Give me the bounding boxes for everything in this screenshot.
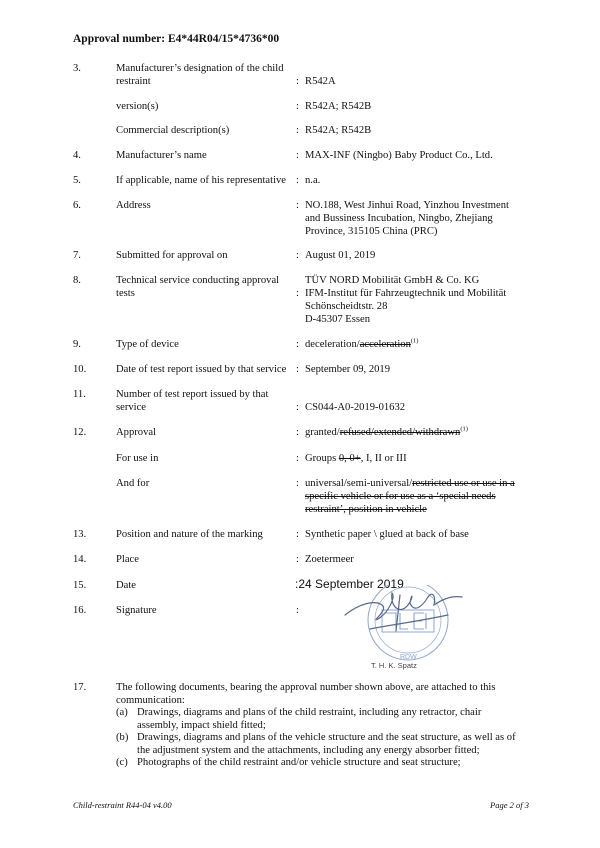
field-label: Type of device xyxy=(116,339,179,350)
date-value: :24 September 2019 xyxy=(295,577,404,591)
field-label: And for xyxy=(116,478,150,489)
item-number: 9. xyxy=(73,339,81,350)
paragraph-text: The following documents, bearing the approval number shown above, are attached to this communication: xyxy=(116,682,496,706)
value-text: Groups xyxy=(305,453,339,464)
field-value: Province, 315105 China (PRC) xyxy=(305,226,438,237)
field-value: IFM-Institut für Fahrzeugtechnik und Mobilität xyxy=(305,288,507,299)
field-label: service xyxy=(116,402,146,413)
footer-left: Child-restraint R44-04 v4.00 xyxy=(73,800,172,810)
field-value xyxy=(305,427,468,440)
field-value: D-45307 Essen xyxy=(305,314,371,325)
field-label: Approval xyxy=(116,427,157,438)
list-item: Drawings, diagrams and plans of the vehicle structure and the seat structure, as well as of the adjustment system and the attachments, including any energy absorber fitted; xyxy=(137,732,516,756)
item-number: 12. xyxy=(73,427,87,438)
struck-text: acceleration xyxy=(359,339,411,350)
field-value: TÜV NORD Mobilität GmbH & Co. KG xyxy=(305,275,480,286)
value-text: deceleration/ xyxy=(305,339,360,350)
field-value: R542A xyxy=(305,76,336,87)
field-value: R542A; R542B xyxy=(305,101,372,112)
item-number: 15. xyxy=(73,580,87,591)
separator-colon: : xyxy=(296,453,299,464)
field-label: Date of test report issued by that service xyxy=(116,364,287,375)
field-label: For use in xyxy=(116,453,159,464)
separator-colon: : xyxy=(296,175,299,186)
field-value: August 01, 2019 xyxy=(305,250,376,261)
footnote-marker: (1) xyxy=(410,337,419,345)
field-value: n.a. xyxy=(305,175,321,186)
value-text: , I, II or III xyxy=(360,453,407,464)
footnote-marker: (1) xyxy=(460,425,468,433)
struck-text: refused/extended/withdrawn xyxy=(339,427,461,438)
field-label: restraint xyxy=(116,76,151,87)
field-label: Commercial description(s) xyxy=(116,125,230,136)
separator-colon: : xyxy=(296,288,299,299)
list-marker: (b) xyxy=(116,732,129,743)
field-label: Signature xyxy=(116,605,157,616)
separator-colon: : xyxy=(296,339,299,350)
field-label: tests xyxy=(116,288,135,299)
field-value: Synthetic paper \ glued at back of base xyxy=(305,529,469,540)
item-number: 7. xyxy=(73,250,81,261)
field-label: Place xyxy=(116,554,139,565)
separator-colon: : xyxy=(296,125,299,136)
separator-colon: : xyxy=(296,250,299,261)
item-number: 16. xyxy=(73,605,87,616)
field-value: R542A; R542B xyxy=(305,125,372,136)
field-value xyxy=(305,339,418,352)
separator-colon: : xyxy=(296,101,299,112)
field-value: Schönscheidtstr. 28 xyxy=(305,301,388,312)
list-marker: (c) xyxy=(116,757,128,768)
separator-colon: : xyxy=(296,478,299,489)
list-item: Photographs of the child restraint and/or vehicle structure and seat structure; xyxy=(137,757,461,768)
field-value: and Bussiness Incubation, Ningbo, Zhejiang xyxy=(305,213,493,224)
item-number: 14. xyxy=(73,554,87,565)
value-text: universal/semi-universal/ xyxy=(305,478,413,489)
item-number: 11. xyxy=(73,389,86,400)
struck-text: restricted use or use in a xyxy=(412,478,515,489)
separator-colon: : xyxy=(296,427,299,438)
field-value xyxy=(305,478,515,491)
field-value: September 09, 2019 xyxy=(305,364,391,375)
field-value xyxy=(305,453,407,466)
field-label: version(s) xyxy=(116,101,159,112)
item-number: 5. xyxy=(73,175,81,186)
item-number: 4. xyxy=(73,150,81,161)
separator-colon: : xyxy=(296,364,299,375)
field-value: Zoetermeer xyxy=(305,554,354,565)
signatory-name: T. H. K. Spatz xyxy=(371,661,417,670)
separator-colon: : xyxy=(296,150,299,161)
field-value: CS044-A0-2019-01632 xyxy=(305,402,406,413)
field-label: Manufacturer’s designation of the child xyxy=(116,63,284,74)
item-number: 3. xyxy=(73,63,81,74)
field-label: Position and nature of the marking xyxy=(116,529,263,540)
field-label: Date xyxy=(116,580,136,591)
separator-colon: : xyxy=(296,529,299,540)
field-value: NO.188, West Jinhui Road, Yinzhou Investment xyxy=(305,200,509,211)
field-value: MAX-INF (Ningbo) Baby Product Co., Ltd. xyxy=(305,150,493,161)
separator-colon: : xyxy=(296,76,299,87)
list-item: Drawings, diagrams and plans of the child restraint, including any retractor, chair assembly, impact shield fitted; xyxy=(137,707,482,731)
separator-colon: : xyxy=(296,402,299,413)
struck-text: 0, 0+ xyxy=(338,453,361,464)
stamp-label: RDW xyxy=(400,654,417,661)
value-text: granted/ xyxy=(305,427,340,438)
item-number: 8. xyxy=(73,275,81,286)
field-label: Number of test report issued by that xyxy=(116,389,269,400)
item-number: 6. xyxy=(73,200,81,211)
page-title: Approval number: E4*44R04/15*4736*00 xyxy=(73,33,280,45)
item-number: 13. xyxy=(73,529,87,540)
field-label: Technical service conducting approval xyxy=(116,275,280,286)
page-number: Page 2 of 3 xyxy=(490,800,529,810)
separator-colon: : xyxy=(296,554,299,565)
field-label: If applicable, name of his representative xyxy=(116,175,287,186)
field-label: Manufacturer’s name xyxy=(116,150,207,161)
item-number: 10. xyxy=(73,364,87,375)
struck-text: specific vehicle or for use as a ‘special needs xyxy=(305,491,496,502)
list-marker: (a) xyxy=(116,707,128,718)
field-label: Submitted for approval on xyxy=(116,250,228,261)
item-number: 17. xyxy=(73,682,87,693)
separator-colon: : xyxy=(296,200,299,211)
field-label: Address xyxy=(116,200,151,211)
separator-colon: : xyxy=(296,605,299,616)
struck-text: restraint’, position in vehicle xyxy=(305,504,427,515)
